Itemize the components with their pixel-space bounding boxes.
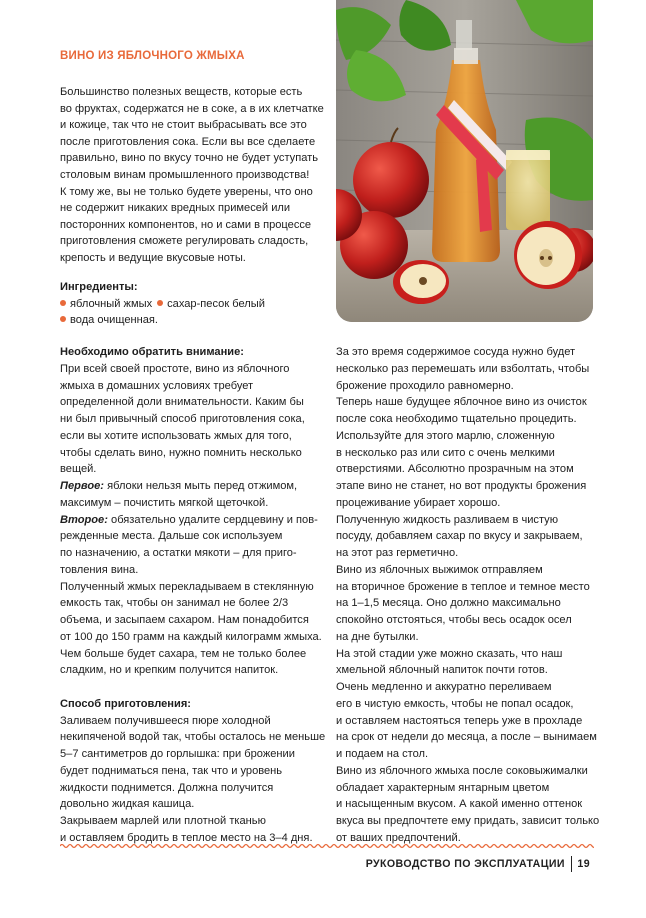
- intro-line: после приготовления сока. Если вы все сделаете: [60, 135, 316, 148]
- intro-line: правильно, вино по вкусу точно не будет уступать: [60, 152, 319, 165]
- bullet-icon: [60, 300, 66, 306]
- right-line: Вино из яблочного жмыха после соковыжималки: [336, 764, 588, 777]
- right-line: от ваших предпочтений.: [336, 831, 461, 844]
- first-text: яблоки нельзя мыть перед отжимом,: [104, 480, 298, 492]
- right-line: обладает характерным янтарным цветом: [336, 781, 550, 794]
- intro-line: посторонних компонентов, но и сами в процессе: [60, 218, 312, 231]
- intro-line: приготовления сможете регулировать сладость,: [60, 235, 309, 248]
- right-line: На этой стадии уже можно сказать, что наш: [336, 647, 563, 660]
- method-line: Заливаем получившееся пюре холодной: [60, 714, 271, 727]
- right-line: посуду, добавляем сахар по вкусу и закрываем,: [336, 530, 583, 543]
- attention-text-b: [60, 528, 332, 679]
- right-line: его в чистую емкость, чтобы не попал осадок,: [336, 697, 574, 710]
- intro-line: крепость и ведущие вкусовые ноты.: [60, 251, 246, 264]
- right-line: процеживание убирает хорошо.: [336, 496, 501, 509]
- right-line: и подаем на стол.: [336, 748, 429, 760]
- intro-line: не содержит никаких вредных примесей или: [60, 202, 291, 215]
- attention-line: ни был привычный способ приготовления сока,: [60, 413, 305, 425]
- second-label: Второе:: [60, 513, 108, 526]
- right-line: брожение проходило равномерно.: [336, 379, 514, 392]
- right-line: этапе вино не станет, но вот продукты брожения: [336, 480, 587, 492]
- right-line: Полученную жидкость разливаем в чистую: [336, 513, 559, 526]
- attention-line: определенной доли внимательности. Каким бы: [60, 396, 304, 409]
- page-number: 19: [577, 858, 590, 870]
- method-line: будет подниматься пена, так что и уровень: [60, 764, 283, 777]
- ingredient-item: яблочный жмых: [70, 297, 153, 310]
- right-line: За это время содержимое сосуда нужно будет: [336, 346, 576, 358]
- method-line: жидкости поднимется. Должна получится: [60, 781, 274, 794]
- right-line: на срок от недели до месяца, а после – вынимаем: [336, 731, 597, 744]
- ingredients-heading: Ингредиенты:: [60, 281, 138, 293]
- right-column-text: [336, 344, 598, 847]
- right-line: Вино из яблочных выжимок отправляем: [336, 563, 543, 576]
- ingredients-block: [60, 279, 330, 329]
- attention-line: При всей своей простоте, вино из яблочного: [60, 362, 290, 375]
- attention-line: если вы хотите использовать жмых для того,: [60, 429, 292, 442]
- second-text: обязательно удалите сердцевину и пов-: [107, 513, 318, 526]
- right-line: Очень медленно и аккуратно переливаем: [336, 681, 552, 693]
- wave-divider: [60, 842, 594, 850]
- right-line: несколько раз перемешать или взболтать, чтобы: [336, 362, 590, 375]
- intro-line: во фруктах, содержатся не в соке, а в их клетчатке: [60, 102, 324, 115]
- intro-line: К тому же, вы не только будете уверены, что оно: [60, 185, 313, 198]
- footer-separator: [571, 856, 573, 872]
- page-footer: [366, 856, 590, 872]
- attention-line: Полученный жмых перекладываем в стеклянную: [60, 580, 314, 593]
- right-line: на вторичное брожение в теплое и темное место: [336, 580, 590, 593]
- attention-heading: Необходимо обратить внимание:: [60, 346, 244, 358]
- right-line: Теперь наше будущее яблочное вино из очисток: [336, 396, 587, 409]
- attention-line: по назначению, а остатки мякоти – для приго-: [60, 547, 297, 559]
- attention-text-a: [60, 361, 332, 478]
- attention-line: от 100 до 150 грамм на каждый килограмм жмыха.: [60, 630, 322, 643]
- attention-line: сладким, но и крепким получится напиток.: [60, 664, 279, 677]
- attention-line: объема, и засыпаем сахаром. Нам понадобится: [60, 614, 309, 626]
- second-rule: [60, 512, 332, 529]
- method-line: Закрываем марлей или плотной тканью: [60, 815, 266, 827]
- bullet-icon: [60, 316, 66, 322]
- right-line: спокойно отстояться, чтобы весь осадок осел: [336, 614, 572, 626]
- right-line: на 1–1,5 месяца. Оно должно максимально: [336, 597, 561, 610]
- ingredient-item: вода очищенная.: [70, 314, 159, 327]
- photo-illustration: [336, 0, 593, 322]
- method-line: и оставляем бродить в теплое место на 3–4 дня.: [60, 831, 313, 844]
- attention-line: режденные места. Дальше сок используем: [60, 530, 283, 543]
- intro-lines: [60, 84, 328, 267]
- right-column: [336, 344, 598, 847]
- method-text: [60, 713, 332, 847]
- right-line: вкуса вы предпочтете ему придать, зависит только: [336, 815, 600, 827]
- attention-line: жмыха в домашних условиях требует: [60, 379, 254, 392]
- apple-wine-photo: [336, 0, 593, 322]
- right-line: на дне бутылки.: [336, 630, 419, 643]
- method-heading: Способ приготовления:: [60, 697, 191, 710]
- method-line: 5–7 сантиметров до горлышка: при брожении: [60, 748, 295, 760]
- attention-line: Чем больше будет сахара, тем не только более: [60, 647, 307, 660]
- right-line: отверстиями. Абсолютно прозрачным на этом: [336, 463, 574, 476]
- ingredient-item: сахар-песок белый: [167, 297, 265, 310]
- first-rule: [60, 478, 332, 495]
- article-title: ВИНО ИЗ ЯБЛОЧНОГО ЖМЫХА: [60, 50, 245, 62]
- attention-line: чтобы сделать вино, нужно помнить несколько: [60, 446, 302, 459]
- ingredients-row-1: [60, 296, 330, 313]
- first-label: Первое:: [60, 480, 104, 492]
- intro-line: Большинство полезных веществ, которые есть: [60, 86, 303, 98]
- right-line: Используйте для этого марлю, сложенную: [336, 429, 555, 442]
- right-line: на этот раз герметично.: [336, 547, 459, 559]
- ingredients-row-2: [60, 312, 330, 329]
- right-line: хмельной яблочный напиток почти готов.: [336, 664, 548, 677]
- attention-line: емкость так, чтобы он занимал не более 2/3: [60, 597, 289, 610]
- bullet-icon: [157, 300, 163, 306]
- intro-line: столовым винам промышленного производства!: [60, 168, 310, 181]
- footer-label: РУКОВОДСТВО ПО ЭКСПЛУАТАЦИИ: [365, 858, 565, 870]
- attention-line: товления вина.: [60, 563, 139, 576]
- first-rule-cont: максимум – почистить мягкой щеточкой.: [60, 496, 269, 509]
- attention-line: вещей.: [60, 463, 97, 476]
- spacer: [60, 679, 332, 696]
- right-line: и насыщенным вкусом. А какой именно оттенок: [336, 798, 583, 811]
- right-line: и оставляем настояться теперь уже в прохладе: [336, 714, 583, 727]
- right-line: в несколько раз или сито с очень мелкими: [336, 446, 555, 459]
- intro-line: и кожице, так что не стоит выбрасывать все это: [60, 119, 307, 132]
- left-column: [60, 344, 332, 847]
- method-line: довольно жидкая кашица.: [60, 798, 195, 811]
- right-line: после сока необходимо тщательно процедить.: [336, 413, 577, 425]
- intro-paragraph: [60, 84, 328, 267]
- method-line: некипяченой водой так, чтобы осталось не меньше: [60, 731, 326, 744]
